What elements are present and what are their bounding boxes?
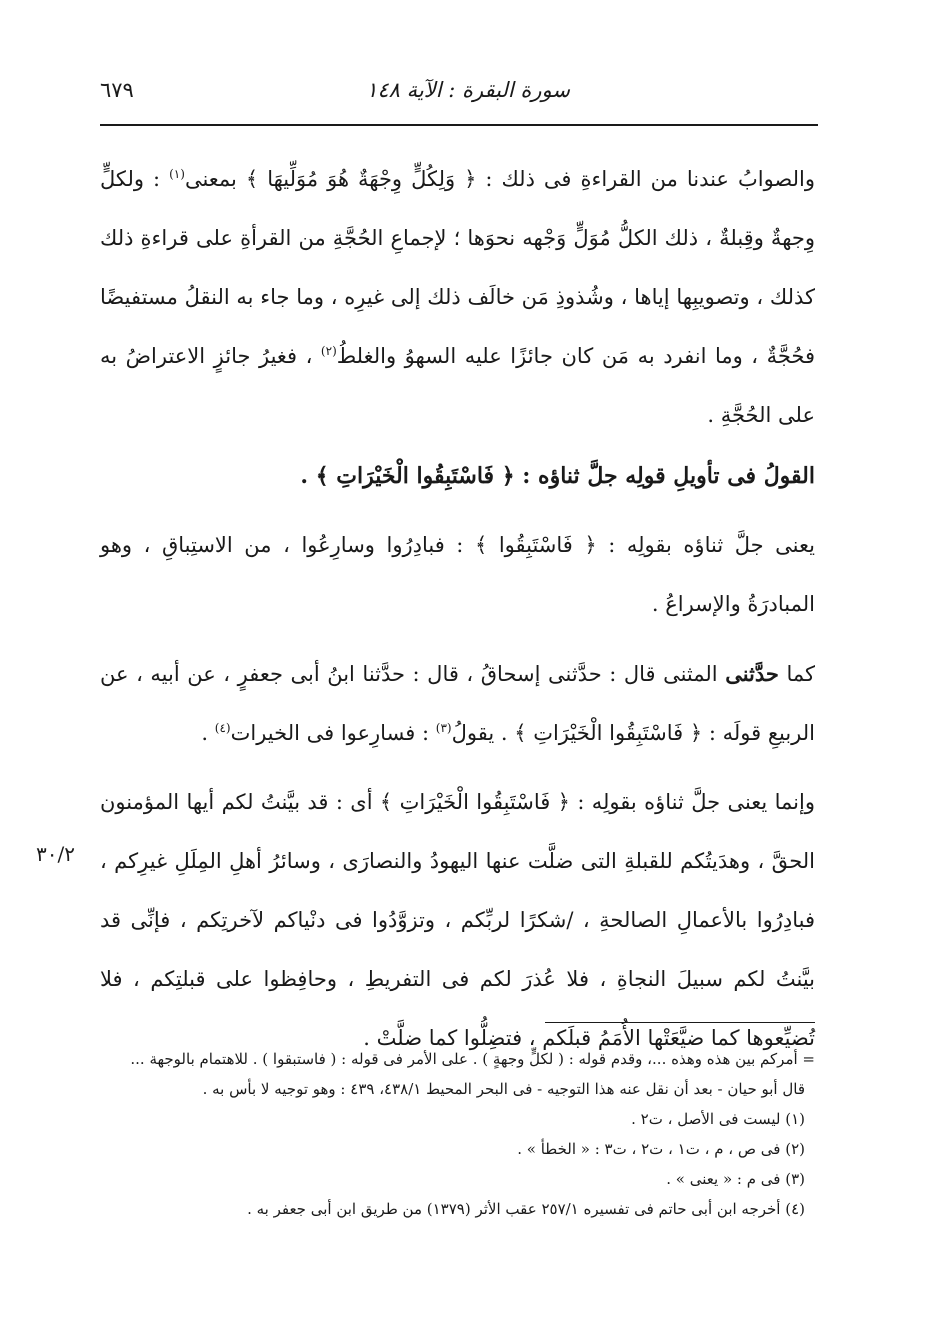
paragraph-3-text-a: كما <box>778 662 815 686</box>
paragraph-1 <box>100 150 815 445</box>
footnote-marker-4[interactable]: (٤) <box>214 721 231 735</box>
header-rule <box>100 124 818 126</box>
footnote-1: (١) ليست فى الأصل ، ت٢ . <box>631 1110 805 1128</box>
paragraph-3-bold: حدَّثنى <box>725 661 779 686</box>
paragraph-2: يعنى جلَّ ثناؤه بقولِه : ﴿ فَاسْتَبِقُوا ﴾ : فبادِرُوا وسارِعُوا ، من الاستِباقِ ، وهو المبادرَةُ والإسراعُ . <box>100 533 815 616</box>
page-number: ٦٧٩ <box>100 78 134 102</box>
footnote-continuation: = أمركم بين هذه وهذه ...، وقدم قوله : ( لكلٍّ وجهةٍ ) . على الأمر فى قوله : ( فاستبقوا ) . للاهتمام بالوجهة ... <box>130 1050 815 1068</box>
paragraph-3-text-d: . <box>201 721 215 745</box>
section-heading: القولُ فى تأويلِ قولِه جلَّ ثناؤه : ﴿ فَاسْتَبِقُوا الْخَيْرَاتِ ﴾ . <box>300 463 815 489</box>
footnote-abu-hayyan: قال أبو حيان - بعد أن نقل عنه هذا التوجيه - فى البحر المحيط ٤٣٨/١، ٤٣٩ : وهو توجيه لا بأس به . <box>202 1080 805 1098</box>
footnote-marker-3[interactable]: (٣) <box>435 721 452 735</box>
footnote-marker-1[interactable]: (١) <box>169 167 185 181</box>
footnote-marker-2[interactable]: (٢) <box>320 344 337 358</box>
running-title: سورة البقرة : الآية ١٤٨ <box>366 78 570 102</box>
paragraph-4: وإنما يعنى جلَّ ثناؤه بقولِه : ﴿ فَاسْتَبِقُوا الْخَيْرَاتِ ﴾ أى : قد بيَّنتُ لكم أيها المؤمنون الحقَّ ، وهدَيتُكم للقبلةِ التى ضلَّت عنها اليهودُ والنصارَى ، وسائرُ أهلِ المِلَلِ غيرِكم ، فبادِرُوا بالأعمالِ الصالحةِ ، /شكرًا لربِّكم ، وتزوَّدُوا فى دنْياكم لآخرتِكم ، فإنِّى قد بيَّنتُ لكم سبيلَ النجاةِ ، فلا عُذرَ لكم فى التفريطِ ، وحافِظوا على قبلتِكم ، فلا تُضيِّعوها كما ضيَّعَتْها الأُمَمُ قبلَكم ، فتضِلُّوا كما ضلَّتْ . <box>100 790 815 1050</box>
footnote-3: (٣) فى م : « يعنى » . <box>666 1170 805 1188</box>
margin-reference: ٣٠/٢ <box>36 842 75 866</box>
footnote-4: (٤) أخرجه ابن أبى حاتم فى تفسيره ٢٥٧/١ عقب الأثر (١٣٧٩) من طريق ابن أبى جعفر به . <box>247 1200 805 1218</box>
paragraph-3 <box>100 644 815 763</box>
paragraph-1-text-b: : ولكلٍّ وِجهةٌ وقِبلةٌ ، ذلك الكلُّ مُوَلٍّ وَجْهه نحوَها ؛ لإجماعِ الحُجَّةِ من القرأةِ على قراءةِ ذلك كذلك ، وتصويبِها إياها ، وشُذوذِ مَن خالَف ذلك إلى غيرِه ، وما جاء به النقلُ مستفيضًا فحُجَّةٌ ، وما انفرد به مَن كان جائزًا عليه السهوُ والغلطُ <box>100 167 816 368</box>
paragraph-3-text-b: المثنى قال : حدَّثنى إسحاقُ ، قال : حدَّثنا ابنُ أبى جعفرٍ ، عن أبيه ، عن الربيعِ قولَه : ﴿ فَاسْتَبِقُوا الْخَيْرَاتِ ﴾ . يقولُ <box>100 662 815 745</box>
paragraph-3-text-c: : فسارِعوا فى الخيرات <box>230 721 436 745</box>
paragraph-1-text-a: والصوابُ عندنا من القراءةِ فى ذلك : ﴿ وَلِكُلٍّ وِجْهَةٌ هُوَ مُوَلِّيهَا ﴾ بمعنى <box>184 167 815 191</box>
paragraph-1-text-c: ، فغيرُ جائزٍ الاعتراضُ به على الحُجَّةِ . <box>100 344 815 427</box>
footnote-rule <box>545 1022 815 1023</box>
footnote-2: (٢) فى ص ، م ، ت١ ، ت٢ ، ت٣ : « الخطأ » . <box>517 1140 805 1158</box>
page-header <box>100 78 820 118</box>
footnotes <box>100 1044 815 1224</box>
main-text <box>100 150 815 1068</box>
